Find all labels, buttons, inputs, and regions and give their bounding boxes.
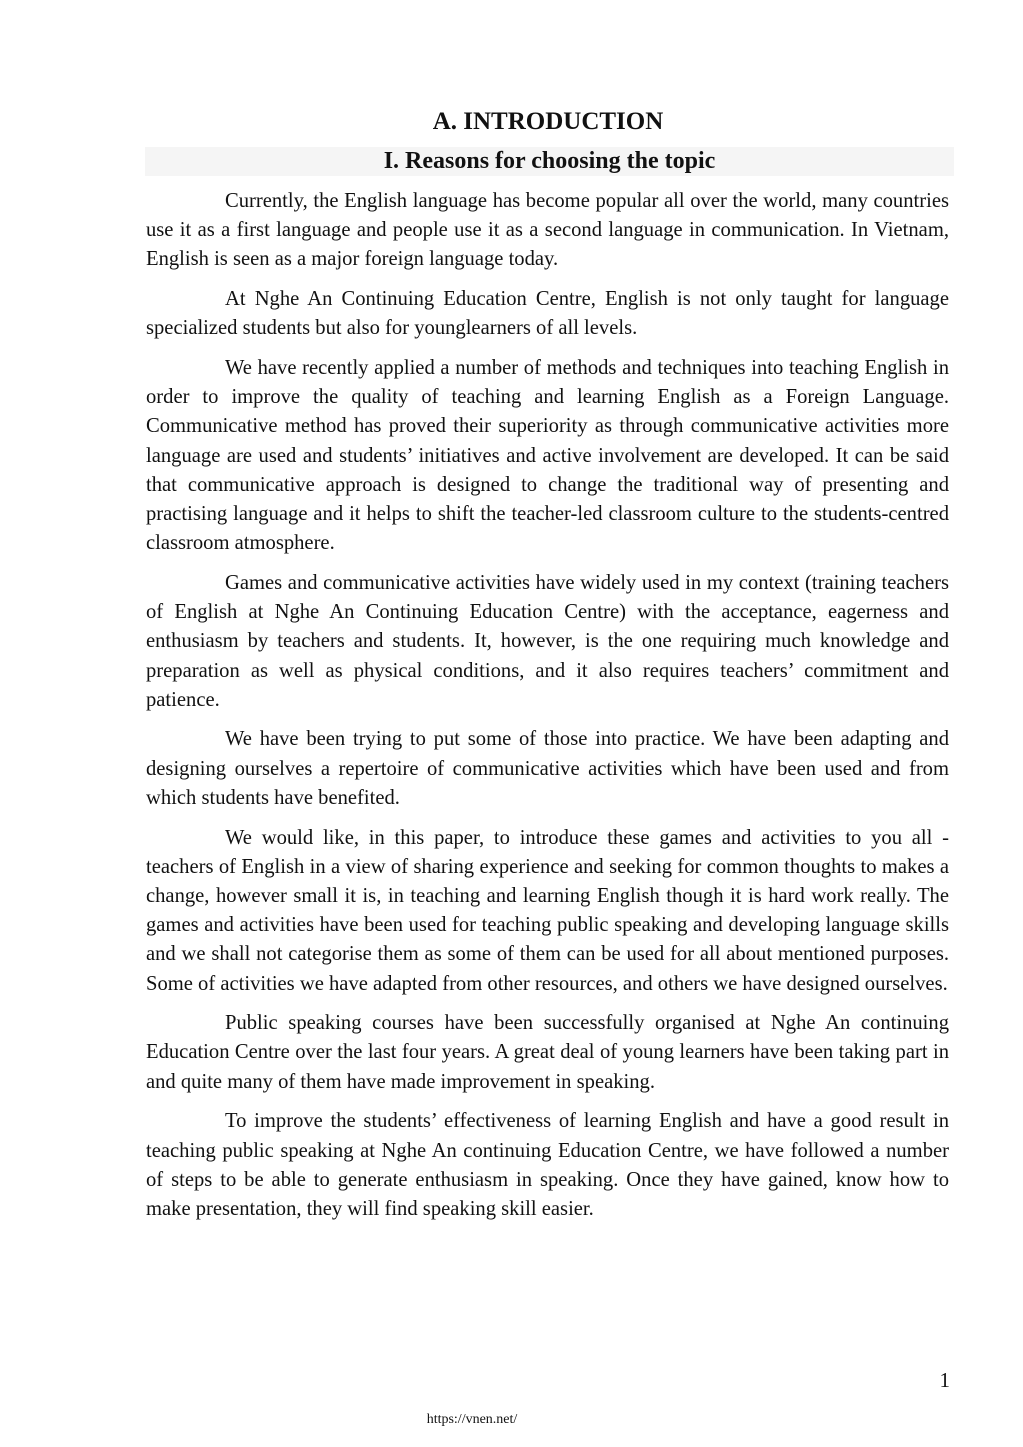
footer-link[interactable]: https://vnen.net/ (426, 1412, 518, 1427)
paragraph: At Nghe An Continuing Education Centre, English is not only taught for language specialized students but also for younglearners of all levels. (146, 288, 949, 340)
paragraph: Currently, the English language has become popular all over the world, many countries use it as a first language and people use it as a second language in communication. In Vietnam, English is seen as a major foreign language today. (146, 190, 949, 271)
paragraph: We would like, in this paper, to introduce these games and activities to you all - teachers of English in a view of sharing experience and seeking for common thoughts to makes a change, however small it is, in teaching and learning English though it is hard work really. The games and activities have been used for teaching public speaking and developing language skills and we shall not categorise them as some of them can be used for all about mentioned purposes. Some of activities we have adapted from other resources, and others we have designed ourselves. (146, 826, 949, 995)
page-number: 1 (939, 1368, 950, 1392)
section-heading: A. INTRODUCTION (432, 108, 664, 135)
paragraph: To improve the students’ effectiveness of learning English and have a good result in teaching public speaking at Nghe An continuing Education Centre, we have followed a number of steps to be able to generate enthusiasm in speaking. Once they have gained, know how to make presentation, they will find speaking skill easier. (146, 1110, 949, 1220)
body-text (146, 187, 949, 1235)
paragraph: Public speaking courses have been successfully organised at Nghe An continuing Education Centre over the last four years. A great deal of young learners have been taking part in and quite many of them have made improvement in speaking. (146, 1012, 949, 1093)
paragraph: Games and communicative activities have widely used in my context (training teachers of English at Nghe An Continuing Education Centre) with the acceptance, eagerness and enthusiasm by teachers and students. It, however, is the one requiring much knowledge and preparation as well as physical conditions, and it also requires teachers’ commitment and patience. (146, 571, 949, 711)
paragraph: We have been trying to put some of those into practice. We have been adapting and designing ourselves a repertoire of communicative activities which have been used and from which students have benefited. (146, 728, 949, 809)
paragraph: We have recently applied a number of methods and techniques into teaching English in order to improve the quality of teaching and learning English as a Foreign Language. Communicative method has proved their superiority as through communicative activities more language are used and students’ initiatives and active involvement are developed. It can be said that communicative approach is designed to change the traditional way of presenting and practising language and it helps to shift the teacher-led classroom culture to the students-centred classroom atmosphere. (146, 357, 949, 555)
subsection-heading: I. Reasons for choosing the topic (383, 148, 716, 174)
